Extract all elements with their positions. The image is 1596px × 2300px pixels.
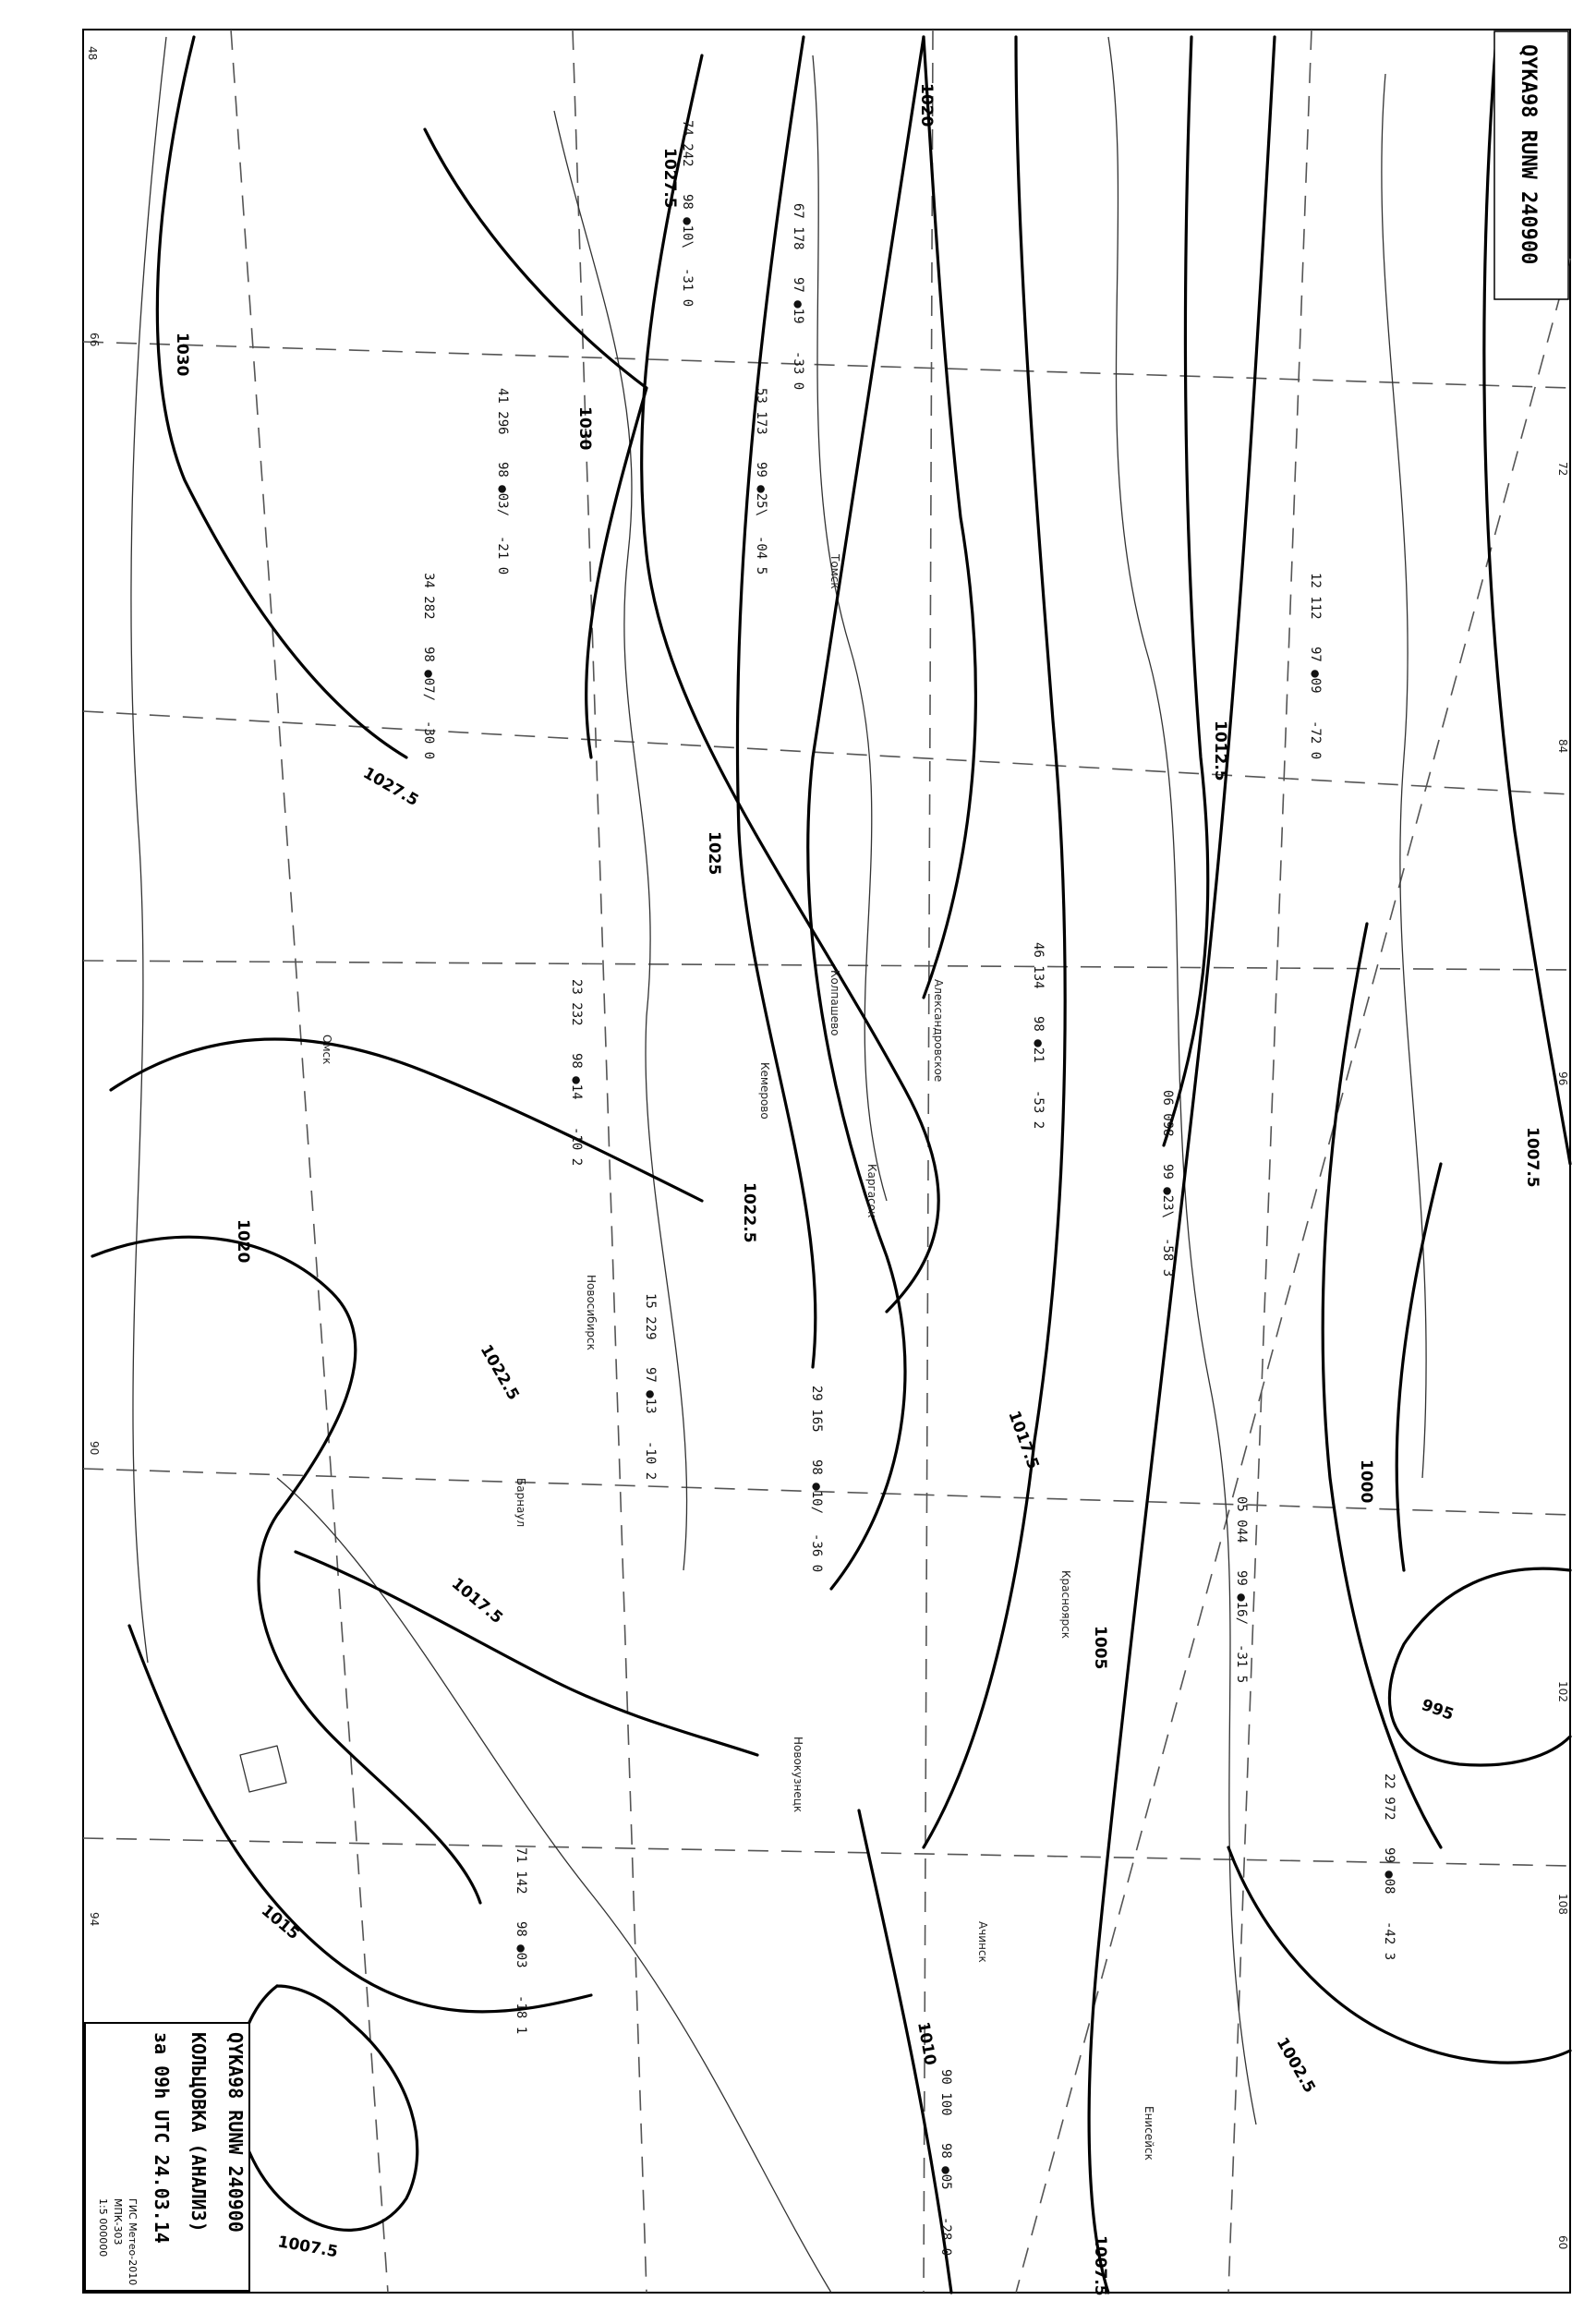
- title-block-scale: 1:5 000000: [97, 2198, 109, 2258]
- grid-label: 108: [1556, 1894, 1569, 1915]
- station-plot: 99 ●16/: [1234, 1570, 1249, 1626]
- station-plot: 22 972: [1382, 1773, 1396, 1821]
- isobar-label-1020-north: 1020: [917, 83, 936, 127]
- grid-label: 72: [1556, 462, 1569, 477]
- grid-label: 90: [88, 1441, 101, 1456]
- isobar-labels: [173, 83, 1542, 2296]
- station-plot: 53 173: [754, 388, 768, 435]
- isobar-label-1015: 1015: [257, 1901, 303, 1944]
- isobar-label-1025: 1025: [705, 831, 723, 876]
- isobar-label-1022-5-center: 1022.5: [740, 1182, 758, 1243]
- corner-header-text: QYKA98 RUNW 240900: [1517, 44, 1540, 265]
- station-plot: -18 1: [514, 1995, 528, 2035]
- graticule: [83, 30, 1570, 2293]
- isobar-label-1027-5-north: 1027.5: [660, 148, 679, 209]
- isobar-line-1027-5: [111, 1039, 702, 1201]
- isobar-label-1017-5-south: 1017.5: [447, 1574, 506, 1628]
- isobar-label-1002-5: 1002.5: [1272, 2034, 1319, 2097]
- title-block: [85, 2023, 249, 2291]
- place-name-kemerovo: Кемерово: [758, 1062, 771, 1120]
- isobar-label-995: 995: [1419, 1695, 1457, 1725]
- border-line: [277, 1478, 831, 2293]
- place-name-kargasok: Каргасок: [865, 1164, 878, 1218]
- place-name-novokuznetsk: Новокузнецк: [792, 1737, 804, 1813]
- title-block-software: ГИС Метео-2010: [127, 2198, 139, 2286]
- river-line: [1382, 74, 1426, 1478]
- station-plot: 98 ●07/: [421, 647, 436, 702]
- station-plot: 99 ●23\: [1160, 1164, 1175, 1219]
- station-plot: 06 098: [1160, 1090, 1175, 1137]
- station-plot: 41 296: [495, 388, 510, 435]
- graticule-line: [1228, 30, 1312, 2293]
- isobar-label-1022-5-south: 1022.5: [476, 1341, 523, 1404]
- isobar-line-1030: [425, 129, 647, 757]
- isobar-line-1002-5: [1228, 1847, 1570, 2063]
- place-name-omsk: Омск: [320, 1035, 333, 1065]
- place-name-achinsk: Ачинск: [976, 1921, 989, 1963]
- station-plot: -72 0: [1308, 720, 1323, 760]
- place-name-kolpashevo: Колпашево: [828, 970, 841, 1036]
- place-name-eniseysk: Енисейск: [1143, 2106, 1155, 2161]
- grid-label: 60: [1556, 2235, 1569, 2250]
- station-plot: -31 0: [680, 268, 695, 308]
- station-plot: 74 242: [680, 120, 695, 167]
- station-plot: -42 3: [1382, 1921, 1396, 1961]
- place-name-barnaul: Барнаул: [514, 1478, 527, 1528]
- station-plot: 97 ●19: [791, 277, 805, 324]
- isobar-label-1007-5-bottom: 1007.5: [1091, 2235, 1109, 2296]
- station-plot: -31 5: [1234, 1644, 1249, 1684]
- isobar-line-1012-5: [1164, 37, 1208, 1145]
- station-plot: 98 ●21: [1031, 1016, 1046, 1063]
- isobars: [92, 37, 1570, 2293]
- station-plot: 67 178: [791, 203, 805, 250]
- station-plot: 97 ●09: [1308, 647, 1323, 694]
- isobar-line-1017-5: [296, 1552, 757, 1755]
- isobar-label-1020-west: 1020: [234, 1219, 252, 1264]
- corner-header: [1494, 31, 1568, 299]
- station-plot: -33 0: [791, 351, 805, 391]
- isobar-label-1005: 1005: [1091, 1626, 1109, 1670]
- place-name-aleksandrovskoe: Александровское: [932, 979, 945, 1083]
- station-plot: -21 0: [495, 536, 510, 575]
- grid-label: 94: [88, 1912, 101, 1927]
- station-plot: -04 5: [754, 536, 768, 575]
- isobar-line-1020: [92, 1237, 480, 1903]
- isobar-label-1030-center: 1030: [575, 406, 594, 451]
- station-plot: 99 ●08: [1382, 1847, 1396, 1894]
- isobar-line-995: [1389, 1568, 1570, 1765]
- station-plot: 05 044: [1234, 1496, 1249, 1543]
- isobar-line-1007-5: [236, 1986, 417, 2230]
- isobar-line-1030: [157, 37, 406, 757]
- graticule-line: [924, 30, 933, 2293]
- station-plot: -58 3: [1160, 1238, 1175, 1277]
- station-plot: 23 232: [569, 979, 584, 1026]
- graticule-line: [83, 711, 1570, 794]
- station-plot: 46 134: [1031, 942, 1046, 989]
- station-plot: 97 ●13: [643, 1367, 658, 1414]
- station-plot: 98 ●14: [569, 1053, 584, 1100]
- isobar-label-1012-5: 1012.5: [1211, 720, 1229, 781]
- isobar-label-1010: 1010: [913, 2020, 939, 2067]
- station-plot: 98 ●03: [514, 1921, 528, 1968]
- grid-label: 102: [1556, 1681, 1569, 1702]
- graticule-line: [83, 961, 1570, 970]
- isobar-line-1020: [924, 37, 975, 998]
- station-plot: 98 ●10\: [680, 194, 695, 249]
- isobar-label-1007-5-southwest: 1007.5: [276, 2233, 340, 2262]
- station-plot: 98 ●05: [938, 2143, 953, 2190]
- place-name-tomsk: Томск: [828, 554, 841, 589]
- station-plot: 12 112: [1308, 573, 1323, 620]
- station-plot: -10 2: [643, 1441, 658, 1481]
- place-name-novosibirsk: Новосибирск: [585, 1275, 598, 1350]
- isobar-label-1017-5-east: 1017.5: [1004, 1408, 1043, 1472]
- title-block-header: QYKA98 RUNW 240900: [224, 2032, 247, 2233]
- station-plot: 98 ●03/: [495, 462, 510, 517]
- graticule-line: [83, 342, 1570, 391]
- graticule-line: [83, 1838, 1570, 1866]
- grid-label: 48: [86, 46, 99, 61]
- isobar-label-1030-west: 1030: [173, 333, 191, 377]
- map-frame: [83, 30, 1570, 2293]
- title-block-station: КОЛЬЦОВКА (АНАЛИЗ): [187, 2032, 210, 2233]
- station-plot: 98 ●10/: [809, 1459, 824, 1515]
- station-plot: 34 282: [421, 573, 436, 620]
- graticule-line: [231, 30, 388, 2293]
- station-plot: -30 0: [421, 720, 436, 760]
- lake-shape: [240, 1746, 286, 1792]
- place-name-krasnoyarsk: Красноярск: [1059, 1570, 1072, 1639]
- station-plot: -53 2: [1031, 1090, 1046, 1130]
- station-plot: 15 229: [643, 1293, 658, 1340]
- station-plot: 99 ●25\: [754, 462, 768, 517]
- isobar-label-1007-5-east: 1007.5: [1523, 1127, 1542, 1188]
- isobar-line-1022-5: [808, 37, 924, 1589]
- station-plot: -36 0: [809, 1533, 824, 1573]
- station-plot: -28 0: [938, 2217, 953, 2257]
- grid-edge-labels: [86, 46, 1569, 2286]
- river-line: [131, 37, 166, 1663]
- river-line: [554, 111, 687, 1570]
- title-block-time: за 09h UTC 24.03.14: [151, 2032, 173, 2244]
- station-plot: -10 2: [569, 1127, 584, 1167]
- graticule-line: [1016, 259, 1570, 2293]
- station-plot: 71 142: [514, 1847, 528, 1894]
- isobar-line-1000: [1396, 1164, 1441, 1570]
- isobar-label-1000: 1000: [1357, 1459, 1375, 1504]
- grid-label: 66: [88, 333, 101, 347]
- isobar-label-1027-5-west: 1027.5: [359, 764, 422, 811]
- grid-label: 84: [1556, 739, 1569, 754]
- title-block-projection: MПК-303: [112, 2198, 124, 2246]
- station-plot: 90 100: [938, 2069, 953, 2116]
- grid-label: 96: [1556, 1071, 1569, 1086]
- station-plot: 29 165: [809, 1386, 824, 1433]
